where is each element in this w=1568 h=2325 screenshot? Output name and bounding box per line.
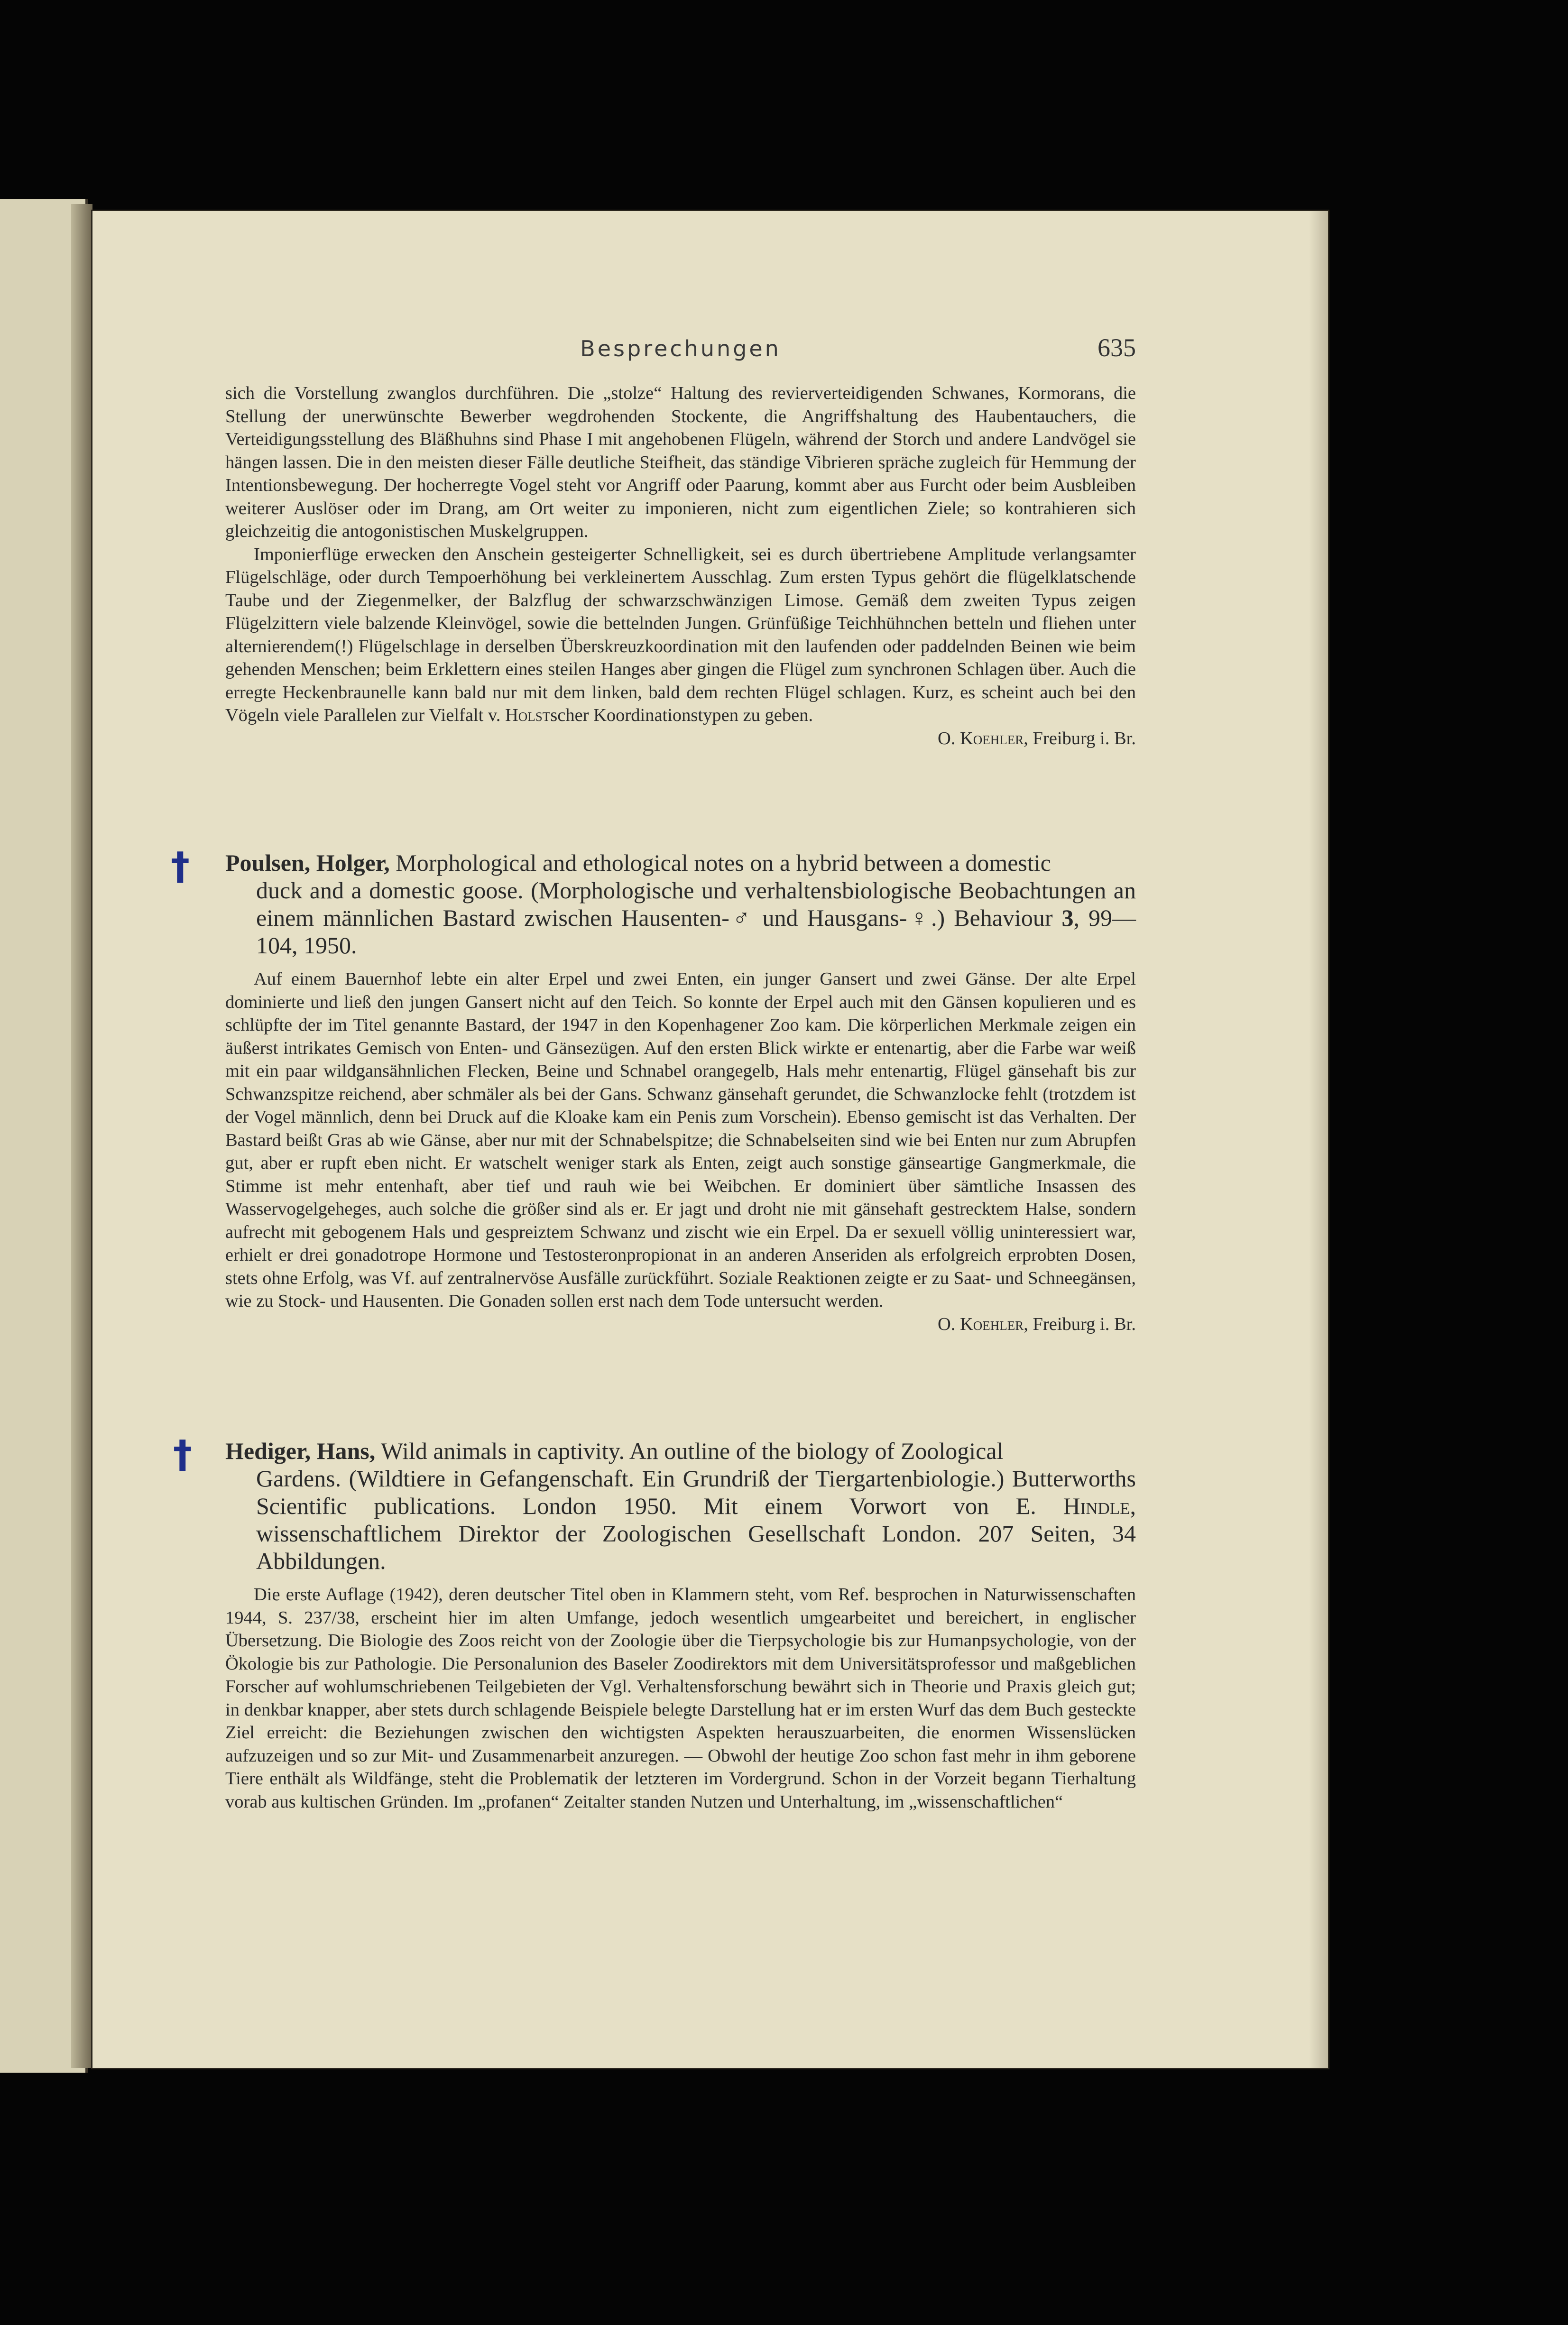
- author-name: Holst: [505, 705, 551, 725]
- running-title: Besprechungen: [580, 336, 781, 361]
- volume-number: 3: [1061, 904, 1074, 931]
- review-body: Auf einem Bauernhof lebte ein alter Erpel und zwei Enten, ein junger Gansert und zwei Gänse. Der alte Erpel dominierte und ließ den jungen Gansert nicht auf den Teich. So konnte der Erpel auch mit den Gänsen kopulieren und es schlüpfte der im Titel genannte Bastard, der 1947 in den Kopenhagener Zoo kam. Die körperlichen Merkmale zeigen ein äußerst intrikates Gemisch von Enten- und Gänsezügen. Auf den ersten Blick wirkte er entenartig, aber die Farbe war weiß mit ein paar wildgansähnlichen Flecken, Beine und Schnabel orangegelb, Hals mehr entenartig, Flügel gänsehaft bis zur Schwanzspitze reichend, aber schmäler als bei der Gans. Schwanz gänsehaft gerundet, die Schwanzlocke fehlt (trotzdem ist der Vogel männlich, denn bei Druck auf die Kloake kam ein Penis zum Vorschein). Ebenso gemischt ist das Verhalten. Der Bastard beißt Gras ab wie Gänse, aber nur mit der Schnabelspitze; die Schnabelseiten sind wie bei Enten nur zum Abrupfen gut, aber er rupft eben nicht. Er watschelt weniger stark als Enten, zeigt auch sonstige gänseartige Gangmerkmale, die Stimme ist mehr entenhaft, aber tief und rauh wie bei Weibchen. Er dominiert über sämtliche Insassen des Wasservogelgeheges, auch solche die größer sind als er. Er jagt und droht nie mit gänsehaft gestrecktem Halse, sondern aufrecht mit gebogenem Hals und gespreiztem Schwanz und zischt wie ein Erpel. Da er sexuell völlig uninteressiert war, erhielt er drei gonadotrope Hormone und Testosteronpropionat in an anderen Anseriden als erfolgreich erprobten Dosen, stets ohne Erfolg, was Vf. auf zentralnervöse Ausfälle zurückführt. Soziale Reaktionen zeigte er zu Saat- und Schneegänsen, wie zu Stock- und Hausenten. Die Gonaden sollen erst nach dem Tode untersucht werden.: [225, 969, 1136, 1311]
- reviewer-signature: O. Koehler, Freiburg i. Br.: [937, 1314, 1136, 1334]
- running-header: [225, 327, 1136, 375]
- page-number: 635: [1098, 333, 1136, 362]
- entry-author: Hediger, Hans,: [225, 1438, 376, 1464]
- paragraph: Imponierflüge erwecken den Anschein gesteigerter Schnelligkeit, sei es durch übertriebene Amplitude verlangsamter Flügelschläge, oder durch Tempoerhöhung bei verkleinertem Ausschlag. Zum ersten Typus gehört die flügelklatschende Taube und der Ziegenmelker, der Balzflug der schwarzschwänzigen Limose. Gemäß dem zweiten Typus zeigen Flügelzittern viele balzende Kleinvögel, sowie die bettelnden Jungen. Grünfüßige Teichhühnchen betteln und fliehen unter alternierendem(!) Flügelschlage in derselben Überskreuzkoordination mit den laufenden oder paddelnden Beinen wie beim gehenden Menschen; beim Erklettern eines steilen Hanges aber gingen die Flügel zum synchronen Schlagen über. Auch die erregte Heckenbraunelle kann bald nur mit dem linken, bald dem rechten Flügel schlagen. Kurz, es scheint auch bei den Vögeln viele Parallelen zur Vielfalt v. Holstscher Koordinationstypen zu geben.: [225, 544, 1136, 725]
- entry-citation: Poulsen, Holger, Morphological and ethological notes on a hybrid between a domestic duck and a domestic goose. (Morphologische und verhaltensbiologische Beobachtungen an einem männlichen Bastard zwischen Hausenten-♂ und Hausgans-♀.) Behaviour 3, 99—104, 1950.: [225, 849, 1136, 959]
- review-entry-poulsen: [225, 849, 1136, 1336]
- entry-author: Poulsen, Holger,: [225, 849, 390, 876]
- review-continuation: [225, 382, 1136, 750]
- author-name: Hindle: [1063, 1493, 1130, 1519]
- handwritten-cross-mark: †: [173, 1432, 192, 1476]
- book-page: [92, 211, 1328, 2068]
- reviewer-signature: O. Koehler, Freiburg i. Br.: [937, 728, 1136, 748]
- handwritten-cross-mark: †: [171, 844, 190, 888]
- entry-citation: Hediger, Hans, Wild animals in captivity. An outline of the biology of Zoological Gardens. (Wildtiere in Gefangenschaft. Ein Grundriß der Tiergartenbiologie.) Butterworths Scientific publications. London 1950. Mit einem Vorwort von E. Hindle, wissenschaftlichem Direktor der Zoologischen Gesellschaft London. 207 Seiten, 34 Abbildungen.: [225, 1438, 1136, 1574]
- review-entry-hediger: [225, 1437, 1136, 1813]
- review-body: Die erste Auflage (1942), deren deutscher Titel oben in Klammern steht, vom Ref. besprochen in Naturwissenschaften 1944, S. 237/38, erscheint hier im alten Umfange, jedoch wesentlich umgearbeitet und bereichert, in englischer Übersetzung. Die Biologie des Zoos reicht von der Zoologie über die Tierpsychologie bis zur Humanpsychologie, von der Ökologie bis zur Pathologie. Die Personalunion des Baseler Zoodirektors mit dem Universitätsprofessor und maßgeblichen Forscher auf wohlumschriebenen Teilgebieten der Vgl. Verhaltensforschung bewährt sich in Theorie und Praxis gleich gut; in denkbar knapper, aber stets durch schlagende Beispiele belegte Darstellung hat er im ersten Wurf das dem Buch gesteckte Ziel erreicht: die Beziehungen zwischen den wichtigsten Aspekten herauszuarbeiten, die enormen Wissenslücken aufzuzeigen und so zur Mit- und Zusammenarbeit anzuregen. — Obwohl der heutige Zoo schon fast mehr in ihm geborene Tiere enthält als Wildfänge, steht die Problematik der letzteren im Vordergrund. Schon in der Vorzeit begann Tierhaltung vorab aus kultischen Gründen. Im „profanen“ Zeitalter standen Nutzen und Unterhaltung, im „wissenschaftlichen“: [225, 1585, 1136, 1812]
- paragraph: sich die Vorstellung zwanglos durchführen. Die „stolze“ Haltung des revierverteidigenden Schwanes, Kormorans, die Stellung der unerwünschte Bewerber wegdrohenden Stockente, die Angriffshaltung des Haubentauchers, die Verteidigungsstellung des Bläßhuhns sind Phase I mit angehobenen Flügeln, während der Storch und andere Landvögel sie hängen lassen. Die in den meisten dieser Fälle deutliche Steifheit, das ständige Vibrieren spräche zugleich für Hemmung der Intentionsbewegung. Der hocherregte Vogel steht vor Angriff oder Paarung, kommt aber aus Furcht oder beim Ausbleiben weiterer Auslöser oder im Drang, am Ort weiter zu imponieren, nicht zum eigentlichen Ziele; so kontrahieren sich gleichzeitig die antogonistischen Muskelgruppen.: [225, 383, 1136, 541]
- book-gutter-shadow: [71, 204, 92, 2068]
